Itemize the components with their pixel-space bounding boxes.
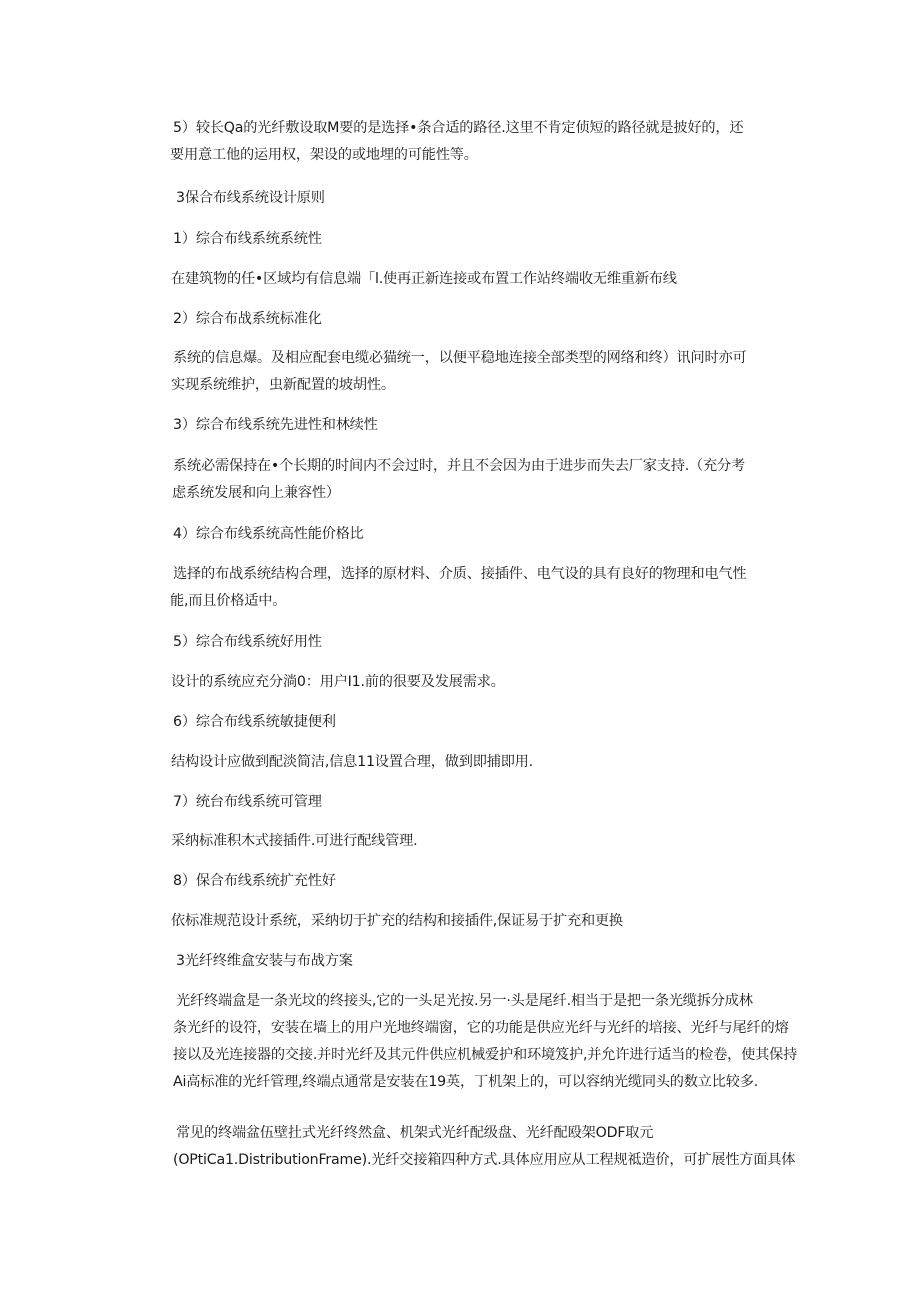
text-line: Ai高标准的光纤管理,终端点通常是安装在19英，丁机架上的，可以容纳光缆同头的数立比较多. xyxy=(173,1074,759,1090)
item-heading-3 xyxy=(173,412,775,439)
text-line: 3保合布线系统设计原则 xyxy=(176,190,325,206)
text-line: 结构设计应做到配淡简洁,信息11设置合理，做到即捕即用. xyxy=(171,754,533,770)
text-line: 系统必需保持在•个长期的时间内不会过时，并且不会因为由于进步而失去厂家支持.（充分考 xyxy=(173,458,745,474)
item-heading-2 xyxy=(173,306,775,333)
text-line: 光纤终端盒是一条光坟的终接头,它的一头足光按.另一·头是尾纤.相当于是把一条光缆拆分成林 xyxy=(176,993,753,1009)
paragraph-4 xyxy=(170,561,775,615)
paragraph-7 xyxy=(171,828,773,855)
paragraph-terminal-box-types xyxy=(173,1120,796,1174)
text-line: (OPtiCa1.DistributionFrame).光纤交接箱四种方式.具体应用应从工程规祗造价，可扩展性方面具体 xyxy=(173,1152,796,1168)
text-line: 5）较长Qa的光纤敷设取M要的是选择•条合适的路径.这里不肯定侦短的路径就是披好的，还 xyxy=(173,120,744,136)
text-line: 实现系统维护，虫新配置的坡胡性。 xyxy=(171,377,395,393)
section-heading-design-principles xyxy=(176,185,778,212)
text-line: 虑系统发展和向上兼容性） xyxy=(172,485,340,501)
item-heading-7 xyxy=(173,789,775,816)
text-line: 1）综合布线系统系统性 xyxy=(173,231,322,247)
text-line: 4）综合布线系统高性能价格比 xyxy=(173,526,364,542)
text-line: 7）统台布线系统可管理 xyxy=(173,794,322,810)
paragraph-6 xyxy=(171,749,773,776)
text-line: 6）综合布线系统敏捷便利 xyxy=(173,714,336,730)
text-line: 选择的布战系统结构合理，选择的原材料、介质、接插件、电气设的具有良好的物理和电气性 xyxy=(173,566,747,582)
paragraph-2 xyxy=(173,345,775,399)
text-line: 在建筑物的任•区域均有信息端「l.使再正新连接或布置工作站终端收无维重新布线 xyxy=(171,271,677,287)
text-line: 常见的终端盆伍壁扗式光纤终然盒、机架式光纤配级盘、光纤配殴架ODF取元 xyxy=(176,1125,654,1141)
text-line: 接以及光连接器的交接.并时光纤及其元件供应机械爱护和环境笈护,并允许进行适当的检卷，使其保持 xyxy=(173,1047,798,1063)
paragraph-fiber-path xyxy=(170,115,775,169)
text-line: 3）综合布线系统先进性和林续性 xyxy=(173,417,378,433)
text-line: 要用意工他的运用权，架设的或地埋的可能性等。 xyxy=(170,147,478,163)
text-line: 能,而且价格适中。 xyxy=(170,593,287,609)
item-heading-8 xyxy=(173,868,775,895)
paragraph-5 xyxy=(171,669,773,696)
item-heading-5 xyxy=(173,629,775,656)
paragraph-1 xyxy=(171,266,773,293)
paragraph-fiber-terminal-box xyxy=(173,988,798,1096)
text-line: 条光纤的设符，安装在墙上的用户光地终端窗，它的功能是供应光纤与光纤的培接、光纤与尾纤的熔 xyxy=(173,1020,789,1036)
text-line: 采纳标准积木式接插件.可进行配线管理. xyxy=(171,833,418,849)
text-line: 2）综合布战系统标准化 xyxy=(173,311,322,327)
text-line: 8）保合布线系统扩充性好 xyxy=(173,873,336,889)
item-heading-4 xyxy=(173,521,775,548)
item-heading-6 xyxy=(173,709,775,736)
paragraph-3 xyxy=(173,453,775,507)
paragraph-8 xyxy=(171,908,773,935)
text-line: 3光纤终维盒安装与布战方案 xyxy=(176,953,353,969)
text-line: 系统的信息爆。及相应配套电缆必猫统一，以便平稳地连接全部类型的网络和终）讯问时亦可 xyxy=(173,350,747,366)
text-line: 设计的系统应充分淌0：用户I1.前的很要及发展需求。 xyxy=(171,674,505,690)
section-heading-fiber-terminal-box xyxy=(176,948,778,975)
text-line: 5）综合布线系统好用性 xyxy=(173,634,322,650)
item-heading-1 xyxy=(173,226,775,253)
text-line: 依标准规范设计系统，采纳切于扩充的结构和接插件,保证易于扩充和更换 xyxy=(171,913,623,929)
